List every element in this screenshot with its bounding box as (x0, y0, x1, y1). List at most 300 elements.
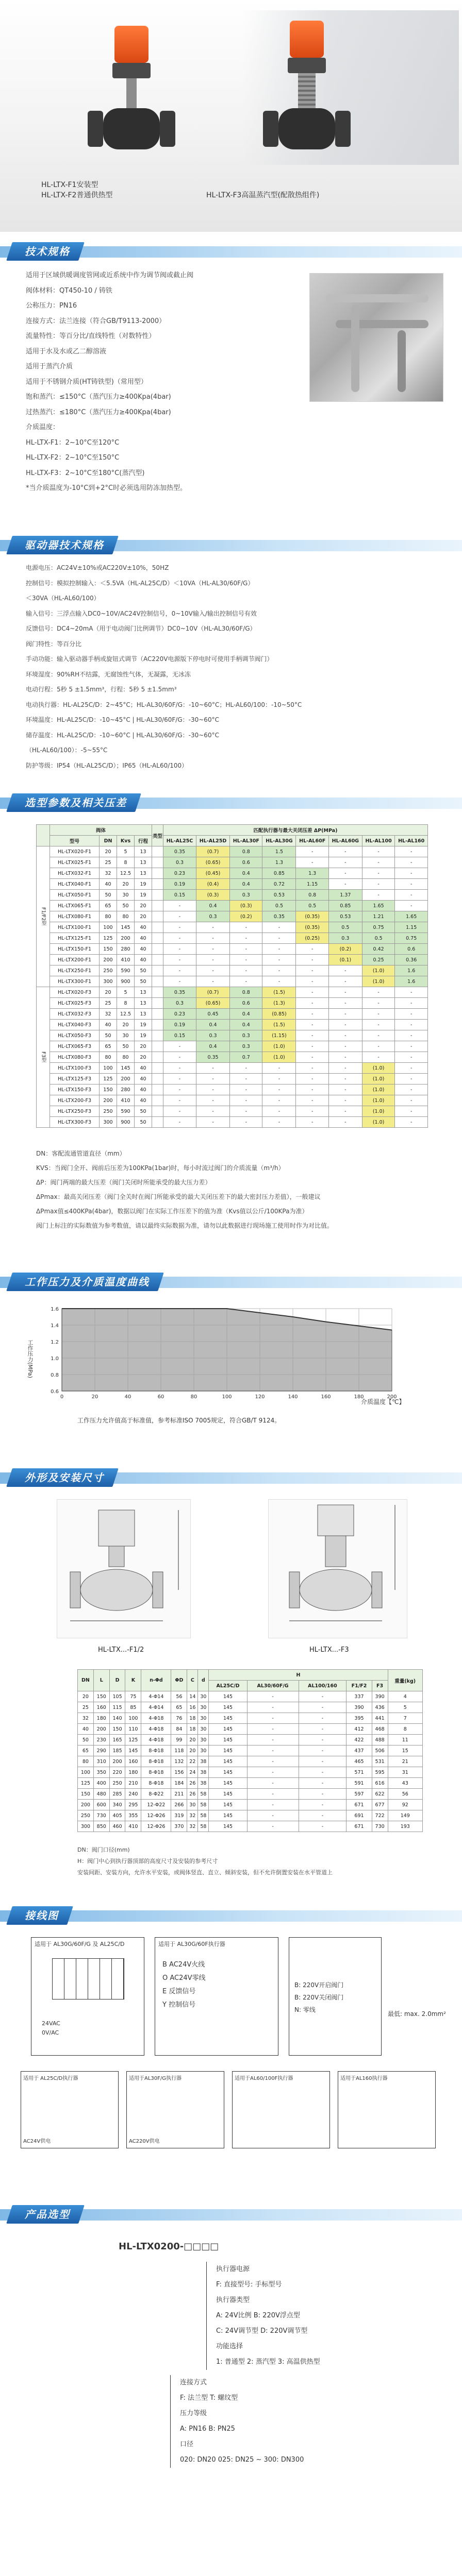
legend-row: Y 控制信号 (162, 2001, 196, 2009)
table-cell: - (247, 1724, 299, 1735)
table-cell: - (296, 1041, 328, 1052)
table-cell: 20 (135, 1041, 152, 1052)
table-cell: 319 (171, 1810, 187, 1821)
model-line: 020: DN20 025: DN25 ~ 300: DN300 (180, 2456, 304, 2464)
col-group (37, 825, 50, 846)
table-cell: - (230, 1084, 262, 1095)
col-type: 类型 (152, 825, 163, 846)
table-row (37, 1009, 428, 1020)
drawing-svg (269, 1500, 408, 1639)
table-cell: 58 (198, 1810, 209, 1821)
table-cell: 40 (135, 1063, 152, 1074)
x-tick-label: 20 (91, 1394, 98, 1400)
table-cell: 58 (198, 1789, 209, 1800)
table-cell (152, 890, 163, 901)
table-cell: HL-LTX025-F1 (50, 857, 100, 868)
table-cell: 25 (100, 857, 117, 868)
table-cell: - (395, 1117, 428, 1128)
table-cell: 40 (78, 1724, 94, 1735)
table-row (37, 1052, 428, 1063)
col-body: 阀体 (50, 825, 152, 836)
col-actuator: HL-AL30G (262, 836, 296, 846)
table-cell: - (395, 879, 428, 890)
note-line: ΔP：阀门两端的最大压差（阀门关闭时所能承受的最大压力差） (36, 1179, 211, 1186)
y-tick-label: 1.0 (51, 1356, 59, 1362)
table-cell: 14 (187, 1691, 198, 1702)
valve-product-image-left (82, 26, 180, 165)
table-cell: 1.3 (296, 868, 328, 879)
model-line: F: 法兰型 T: 螺纹型 (180, 2394, 238, 2402)
table-cell: 40 (100, 1020, 117, 1030)
table-cell: - (395, 1030, 428, 1041)
table-cell: 0.5 (296, 901, 328, 911)
table-cell: - (247, 1691, 299, 1702)
hero-caption-f2: HL-LTX-F2普通供热型 (41, 191, 113, 199)
table-cell: 105 (109, 1691, 125, 1702)
wiring-diagram-2 (155, 1937, 278, 2056)
table-cell: 0.42 (362, 944, 395, 955)
table-cell: - (163, 1095, 196, 1106)
table-cell: 65 (100, 901, 117, 911)
table-cell: 0.6 (230, 857, 262, 868)
table-cell: 32 (187, 1810, 198, 1821)
table-row (37, 901, 428, 911)
heat-sink (298, 73, 316, 109)
table-cell: - (362, 846, 395, 857)
table-cell: 76 (171, 1713, 187, 1724)
table-cell: 50 (135, 1117, 152, 1128)
table-cell: - (395, 1009, 428, 1020)
pipe-decor (398, 330, 406, 392)
table-cell: (1.5) (262, 1020, 296, 1030)
table-row (37, 987, 428, 998)
table-cell: HL-LTX020-F1 (50, 846, 100, 857)
col-weight: 重量(kg) (388, 1670, 422, 1691)
model-code-suffix: 0- (173, 2241, 184, 2252)
table-cell: - (230, 1117, 262, 1128)
table-cell: 0.5 (328, 922, 362, 933)
col-h-sub: AL25C/D (209, 1681, 247, 1691)
table-cell: - (328, 879, 362, 890)
valve-product-image-right (258, 21, 356, 165)
table-cell: - (163, 922, 196, 933)
table-cell: - (247, 1778, 299, 1789)
table-cell: 150 (78, 1789, 94, 1800)
table-cell: 722 (372, 1810, 388, 1821)
table-cell: - (395, 1095, 428, 1106)
table-cell: 38 (198, 1756, 209, 1767)
table-cell: 437 (346, 1745, 372, 1756)
table-cell: 590 (117, 965, 135, 976)
table-cell: 8 (388, 1724, 422, 1735)
table-cell: 1.6 (395, 976, 428, 987)
table-cell: 280 (117, 1084, 135, 1095)
valve-body (103, 108, 160, 149)
table-row (37, 1074, 428, 1084)
table-cell: 4 (388, 1691, 422, 1702)
table-cell: 50 (100, 1030, 117, 1041)
table-cell: 65 (100, 1041, 117, 1052)
table-cell: - (296, 987, 328, 998)
table-cell: - (163, 965, 196, 976)
wiring-diagram-3 (289, 1937, 382, 2056)
table-cell: - (247, 1735, 299, 1745)
table-cell: 32 (100, 868, 117, 879)
table-cell: 0.8 (230, 846, 262, 857)
table-cell: - (362, 868, 395, 879)
table-cell: 200 (100, 1095, 117, 1106)
table-cell (152, 933, 163, 944)
table-cell: (0.7) (196, 846, 229, 857)
table-cell: - (328, 1074, 362, 1084)
table-cell: 180 (93, 1713, 109, 1724)
table-cell: 4-Φ18 (141, 1713, 171, 1724)
table-cell: 405 (109, 1810, 125, 1821)
table-cell: 0.85 (262, 868, 296, 879)
table-cell: 38 (198, 1778, 209, 1789)
col-dn: DN (78, 1670, 94, 1691)
table-cell: 8 (117, 998, 135, 1009)
table-cell: 0.8 (296, 890, 328, 901)
table-cell: - (328, 1095, 362, 1106)
table-cell: 80 (100, 911, 117, 922)
wiring-note: AC24V供电 (23, 2139, 51, 2144)
model-line: 功能选择 (216, 2343, 243, 2350)
table-row (78, 1724, 423, 1735)
table-cell: 390 (346, 1702, 372, 1713)
table-cell: - (163, 901, 196, 911)
table-cell: 18 (187, 1724, 198, 1735)
table-cell: - (395, 998, 428, 1009)
table-cell: 21 (388, 1756, 422, 1767)
wiring-small-1 (21, 2071, 119, 2148)
table-cell: 250 (100, 1106, 117, 1117)
table-cell: 590 (117, 1106, 135, 1117)
table-cell: - (230, 976, 262, 987)
table-cell: - (328, 965, 362, 976)
actuator-orange-body (290, 21, 324, 58)
table-cell: 465 (346, 1756, 372, 1767)
table-cell: 1.65 (362, 901, 395, 911)
section-title: 产品选型 (25, 2208, 70, 2221)
table-cell: - (395, 1084, 428, 1095)
table-row (37, 857, 428, 868)
table-cell: - (247, 1745, 299, 1756)
table-cell: 0.7 (230, 1052, 262, 1063)
table-cell: (1.3) (262, 998, 296, 1009)
table-cell: - (247, 1821, 299, 1832)
table-cell: - (395, 1106, 428, 1117)
table-cell: 150 (100, 944, 117, 955)
table-cell (152, 1052, 163, 1063)
table-cell (152, 1084, 163, 1095)
table-cell: - (163, 1117, 196, 1128)
table-cell: HL-LTX020-F3 (50, 987, 100, 998)
col-h: H (209, 1670, 388, 1681)
spec-row: HL-LTX-F3：2~10°C至180°C(蒸汽型) (26, 469, 145, 477)
spec-row: 介质温度： (26, 423, 60, 431)
y-tick-label: 0.8 (51, 1372, 59, 1378)
valve-body (278, 108, 335, 149)
spec-row: 输入信号：三浮点输入DC0~10V/AC24V控制信号，0~10V输入/输出控制信号有效 (26, 609, 257, 617)
table-cell: - (296, 1052, 328, 1063)
spec-row: 连接方式：法兰连接（符合GB/T9113-2000） (26, 317, 166, 325)
table-cell: 0.36 (395, 955, 428, 965)
table-cell: 350 (93, 1767, 109, 1778)
table-cell: 100 (100, 1063, 117, 1074)
table-cell: - (196, 1074, 229, 1084)
table-cell: 1.37 (328, 890, 362, 901)
table-cell: 0.35 (163, 987, 196, 998)
table-row (78, 1789, 423, 1800)
table-cell: - (296, 998, 328, 1009)
col-actuator: HL-AL160 (395, 836, 428, 846)
table-cell: 13 (135, 857, 152, 868)
table-cell: 4-Φ14 (141, 1702, 171, 1713)
spec-row: 环境湿度：90%RH不结露，无腐蚀性气体，无凝露，无冰冻 (26, 670, 191, 678)
spec-row: HL-LTX-F1：2~10°C至120°C (26, 438, 120, 447)
table-cell: 200 (109, 1756, 125, 1767)
legend-row: N: 零线 (294, 2006, 316, 2013)
table-cell: 395 (346, 1713, 372, 1724)
table-cell: 150 (109, 1724, 125, 1735)
table-cell: 125 (100, 1074, 117, 1084)
table-cell: 0.72 (262, 879, 296, 890)
y-tick-label: 1.2 (51, 1340, 59, 1345)
table-cell: 125 (100, 933, 117, 944)
table-cell: 8-Φ18 (141, 1756, 171, 1767)
table-cell: - (296, 1009, 328, 1020)
table-cell: 310 (93, 1756, 109, 1767)
table-cell: 50 (117, 1041, 135, 1052)
y-tick-label: 1.4 (51, 1323, 59, 1329)
table-cell: - (296, 944, 328, 955)
space-label: 最低: max. 2.0mm² (388, 2010, 446, 2018)
table-cell: 20 (78, 1691, 94, 1702)
table-cell: 30 (117, 1030, 135, 1041)
table-cell: 145 (125, 1745, 141, 1756)
table-cell: 40 (135, 955, 152, 965)
col-h-sub: F3 (372, 1681, 388, 1691)
table-cell: - (196, 1095, 229, 1106)
table-cell: - (395, 868, 428, 879)
y-tick-label: 0.6 (51, 1389, 59, 1395)
table-cell: - (395, 890, 428, 901)
table-cell: 200 (117, 933, 135, 944)
voltage-label: 0V/AC (42, 2029, 59, 2036)
dimension-title-right: HL-LTX...-F3 (309, 1646, 349, 1654)
table-cell: (0.2) (328, 944, 362, 955)
table-cell: - (362, 1030, 395, 1041)
note-line: KVS：当阀门全开、阀前后压差为100KPa(1bar)时，每小时流过阀门的介质流量（m³/h） (36, 1164, 285, 1172)
table-cell: (0.85) (262, 1009, 296, 1020)
table-cell: 145 (209, 1821, 247, 1832)
table-cell: 145 (209, 1724, 247, 1735)
table-cell: 19 (135, 1030, 152, 1041)
spec-row: 适用于水及水或乙二醇溶液 (26, 347, 107, 355)
table-cell: 0.35 (196, 1052, 229, 1063)
table-cell: 730 (93, 1810, 109, 1821)
note-line: 安装间距、安装方向，允许水平安装，或阀体竖直、直立、倾斜安装，但不允许倒置安装在水平管道上 (77, 1869, 333, 1876)
table-cell: 40 (135, 933, 152, 944)
table-cell: - (247, 1810, 299, 1821)
section-title: 外形及安装尺寸 (25, 1471, 104, 1484)
table-cell: - (230, 1074, 262, 1084)
table-cell: 19 (135, 1020, 152, 1030)
section-header-wiring (0, 1906, 462, 1925)
table-cell: 13 (135, 1009, 152, 1020)
dimension-table (77, 1669, 423, 1832)
table-cell: (1.0) (362, 1095, 395, 1106)
table-cell: 25 (78, 1702, 94, 1713)
table-cell: 340 (109, 1800, 125, 1810)
table-cell: - (163, 1106, 196, 1117)
table-cell: 85 (125, 1702, 141, 1713)
table-cell (152, 879, 163, 890)
table-cell (152, 868, 163, 879)
table-cell: - (296, 1030, 328, 1041)
actuator-base (112, 63, 151, 78)
col-phid: ΦD (171, 1670, 187, 1691)
spec-row: 适用于区域供暖调度管网或近系统中作为调节阀或截止阀 (26, 272, 194, 279)
table-cell: 19 (135, 890, 152, 901)
wiring-title: 适用于 AL30G/60F执行器 (158, 1941, 225, 1947)
dimension-table-body (78, 1691, 423, 1832)
table-cell: 0.35 (163, 846, 196, 857)
dimension-drawing-left (57, 1499, 191, 1638)
table-cell (152, 1095, 163, 1106)
table-cell: 26 (187, 1789, 198, 1800)
table-cell: - (395, 1063, 428, 1074)
table-cell: 0.6 (230, 998, 262, 1009)
table-cell: (0.2) (230, 911, 262, 922)
table-cell: 0.53 (262, 890, 296, 901)
table-cell: 140 (109, 1713, 125, 1724)
table-cell: 468 (372, 1724, 388, 1735)
col-h-sub: AL100/160 (299, 1681, 346, 1691)
spec-row: 环境温度：HL-AL25C/D：-10~45°C | HL-AL30/60F/G：-30~60°C (26, 716, 219, 723)
table-cell: 115 (109, 1702, 125, 1713)
table-cell: - (362, 1052, 395, 1063)
table-cell (152, 944, 163, 955)
model-line: 执行器类型 (216, 2296, 250, 2304)
table-cell: - (395, 1052, 428, 1063)
table-cell: HL-LTX150-F3 (50, 1084, 100, 1095)
table-cell: - (362, 857, 395, 868)
table-cell: - (296, 955, 328, 965)
table-cell: 30 (198, 1745, 209, 1756)
col-actuator: HL-AL30F (230, 836, 262, 846)
table-cell: (1.0) (362, 1063, 395, 1074)
col-actuator: HL-AL60F (296, 836, 328, 846)
table-row (78, 1767, 423, 1778)
table-cell: 145 (117, 1063, 135, 1074)
table-cell: 0.19 (163, 1020, 196, 1030)
table-cell: 5 (388, 1702, 422, 1713)
table-cell: - (328, 868, 362, 879)
table-cell: 4-Φ14 (141, 1691, 171, 1702)
table-cell: 422 (346, 1735, 372, 1745)
table-row (37, 1030, 428, 1041)
table-cell: 56 (388, 1789, 422, 1800)
table-cell: - (262, 955, 296, 965)
table-cell: 99 (171, 1735, 187, 1745)
table-cell: - (262, 1084, 296, 1095)
table-cell: 400 (93, 1778, 109, 1789)
table-cell: 0.15 (163, 1030, 196, 1041)
table-cell: - (230, 1106, 262, 1117)
table-cell: 0.3 (163, 998, 196, 1009)
table-cell: HL-LTX300-F1 (50, 976, 100, 987)
table-cell: 230 (93, 1735, 109, 1745)
table-cell: HL-LTX250-F3 (50, 1106, 100, 1117)
table-cell: 0.85 (328, 901, 362, 911)
spec-row: 适用于不锈钢介质(HT铸铁型)（常用型） (26, 378, 147, 386)
table-cell: - (299, 1800, 346, 1810)
table-cell: 145 (209, 1756, 247, 1767)
table-cell: 20 (187, 1745, 198, 1756)
table-cell: - (196, 976, 229, 987)
table-cell (152, 1063, 163, 1074)
table-cell: (0.65) (196, 857, 229, 868)
table-cell: - (196, 965, 229, 976)
table-cell: 58 (198, 1821, 209, 1832)
table-cell: - (163, 1041, 196, 1052)
x-tick-label: 100 (222, 1394, 232, 1400)
table-cell: (1.0) (262, 1052, 296, 1063)
table-cell: 8-Φ22 (141, 1789, 171, 1800)
table-cell: - (262, 1063, 296, 1074)
x-axis-label: 介质温度【℃】 (361, 1398, 405, 1405)
table-cell: HL-LTX150-F1 (50, 944, 100, 955)
table-cell: 0.53 (328, 911, 362, 922)
table-cell (152, 857, 163, 868)
table-cell: - (362, 890, 395, 901)
table-cell: - (299, 1691, 346, 1702)
table-cell: 200 (100, 955, 117, 965)
table-cell: HL-LTX065-F1 (50, 901, 100, 911)
section-title: 工作压力及介质温度曲线 (25, 1276, 150, 1288)
table-cell: - (395, 1074, 428, 1084)
table-cell: - (299, 1745, 346, 1756)
table-row (37, 955, 428, 965)
wiring-small-3 (232, 2071, 330, 2148)
table-cell: 250 (78, 1810, 94, 1821)
table-cell: 156 (171, 1767, 187, 1778)
table-cell: 12-Φ26 (141, 1810, 171, 1821)
table-cell: 0.4 (230, 879, 262, 890)
table-cell: - (328, 1084, 362, 1095)
table-cell: 0.75 (395, 933, 428, 944)
table-cell: 0.3 (163, 857, 196, 868)
table-cell: 460 (109, 1821, 125, 1832)
table-cell: - (247, 1800, 299, 1810)
actuator-orange-body (114, 26, 148, 63)
table-cell: 616 (372, 1778, 388, 1789)
pipe-decor (336, 320, 428, 328)
table-cell: - (262, 922, 296, 933)
table-cell: 100 (78, 1767, 94, 1778)
table-cell: - (247, 1756, 299, 1767)
table-cell: - (328, 1030, 362, 1041)
table-cell: - (328, 976, 362, 987)
table-cell: - (262, 976, 296, 987)
dimension-drawing-right (268, 1499, 407, 1638)
table-cell: 11 (388, 1735, 422, 1745)
table-cell: 80 (100, 1052, 117, 1063)
table-cell: 900 (117, 976, 135, 987)
table-cell: (0.35) (296, 911, 328, 922)
